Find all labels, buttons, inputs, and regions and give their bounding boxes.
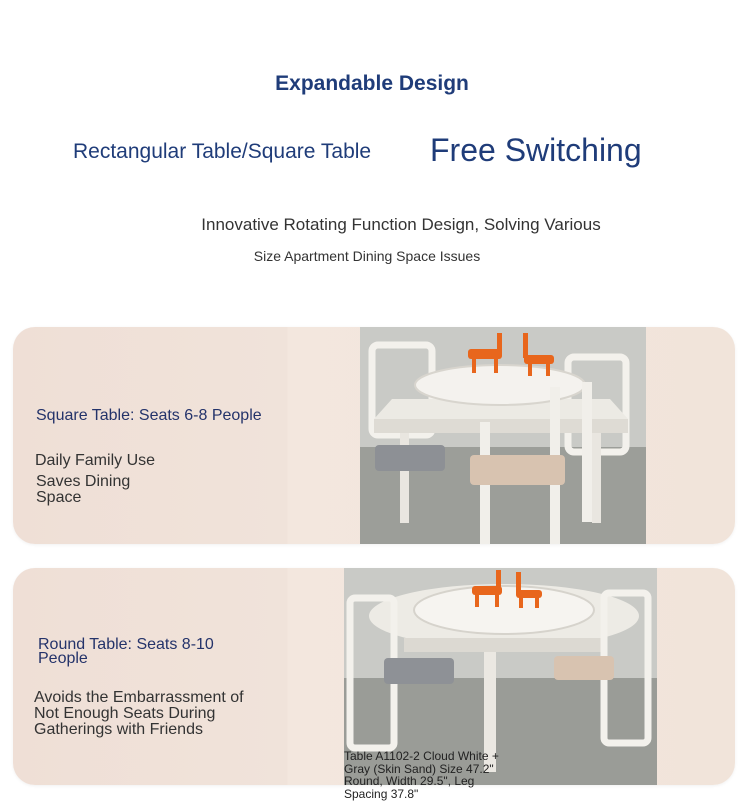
card-body: Avoids the Embarrassment of Not Enough Seats During Gatherings with Friends — [34, 689, 244, 738]
square-table-illustration — [360, 327, 646, 544]
subtitle-line-1: Innovative Rotating Function Design, Solving Various — [201, 215, 601, 234]
card-title: Round Table: Seats 8-10 People — [38, 636, 214, 667]
card-title: Square Table: Seats 6-8 People — [36, 407, 262, 424]
free-switching-label: Free Switching — [430, 132, 642, 168]
product-caption: Table A1102-2 Cloud White + Gray (Skin Sand) Size 47.2" Round, Width 29.5", Leg Spacing 37.8" — [344, 749, 499, 801]
card-body-line-2: Saves Dining Space — [36, 473, 131, 506]
square-table-photo — [360, 327, 646, 544]
square-table-card — [13, 327, 735, 544]
card-body-line-1: Daily Family Use — [35, 452, 156, 469]
subtitle-line-2: Size Apartment Dining Space Issues — [253, 248, 481, 264]
section-title: Expandable Design — [275, 72, 469, 95]
rect-square-label: Rectangular Table/Square Table — [73, 140, 372, 163]
